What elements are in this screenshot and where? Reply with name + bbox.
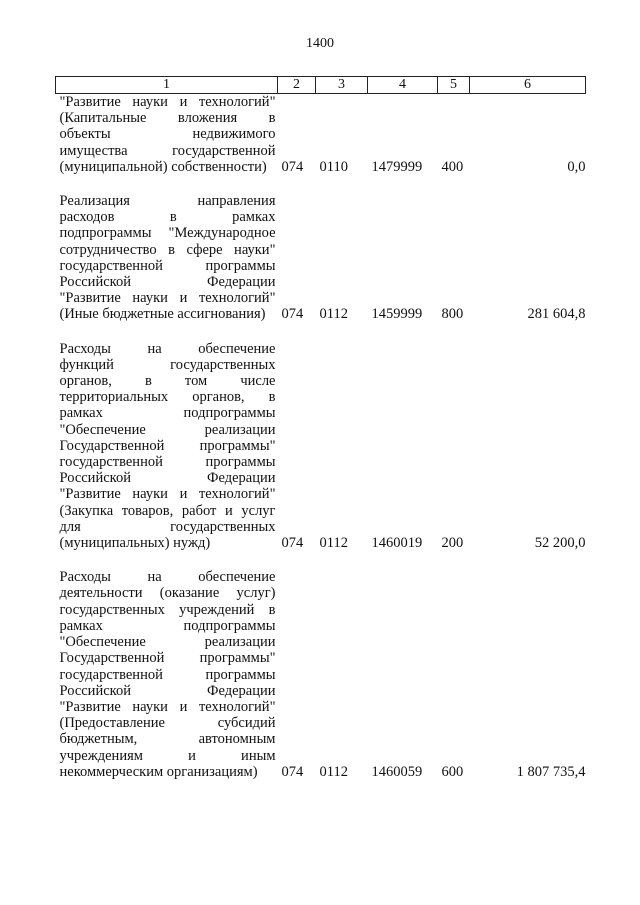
table-row [56, 94, 586, 176]
row-gr-code: 074 [281, 763, 304, 780]
description-line: некоммерческим организациям) [59, 763, 258, 780]
row-rz-code: 0112 [319, 535, 348, 552]
description-line: подпрограммы "Международное [59, 225, 276, 242]
description-line: территориальных органов, в [59, 389, 276, 406]
row-sum: 1 807 735,4 [516, 763, 586, 780]
description-line: учреждениям и иным [59, 747, 276, 764]
row-gr-code: 074 [281, 158, 304, 175]
description-line: Российской Федерации [59, 470, 276, 487]
row-rz-code: 0110 [319, 158, 348, 175]
page-number: 1400 [306, 36, 334, 51]
row-description [56, 569, 278, 780]
row-rz-code: 0112 [319, 306, 348, 323]
description-line: функций государственных [59, 356, 276, 373]
description-line: государственных учреждений в [59, 601, 276, 618]
description-line: расходов в рамках [59, 209, 276, 226]
header-col-3: 3 [316, 77, 368, 94]
row-vr-code: 400 [441, 158, 464, 175]
description-line: государственной программы [59, 666, 276, 683]
description-line: рамках подпрограммы [59, 405, 276, 422]
row-gr-code: 074 [281, 306, 304, 323]
row-csr-code: 1479999 [371, 158, 423, 175]
row-spacer [56, 551, 586, 569]
table-row [56, 193, 586, 323]
header-col-5: 5 [438, 77, 470, 94]
description-line: Российской Федерации [59, 274, 276, 291]
row-sum: 0,0 [567, 158, 586, 175]
description-line: (Закупка товаров, работ и услуг [59, 502, 276, 519]
description-line: Расходы на обеспечение [59, 569, 276, 586]
row-csr-code: 1460019 [371, 535, 423, 552]
row-description [56, 193, 278, 323]
description-line: имущества государственной [59, 142, 276, 159]
description-line: сотрудничество в сфере науки" [59, 241, 276, 258]
description-line: Российской Федерации [59, 682, 276, 699]
description-line: Реализация направления [59, 193, 276, 210]
budget-table [55, 76, 586, 780]
description-line: Государственной программы" [59, 650, 276, 667]
row-rz-code: 0112 [319, 763, 348, 780]
row-description [56, 341, 278, 552]
row-gr-code: 074 [281, 535, 304, 552]
row-description [56, 94, 278, 176]
description-line: (муниципальной) собственности) [59, 158, 267, 175]
description-line: "Развитие науки и технологий" [59, 290, 276, 307]
description-line: государственной программы [59, 454, 276, 471]
description-line: государственной программы [59, 257, 276, 274]
row-vr-code: 200 [441, 535, 464, 552]
description-line: (Капитальные вложения в [59, 110, 276, 127]
description-line: (Предоставление субсидий [59, 715, 276, 732]
description-line: органов, в том числе [59, 373, 276, 390]
header-col-2: 2 [278, 77, 316, 94]
description-line: бюджетным, автономным [59, 731, 276, 748]
row-vr-code: 800 [441, 306, 464, 323]
description-line: Государственной программы" [59, 437, 276, 454]
description-line: "Обеспечение реализации [59, 634, 276, 651]
description-line: "Развитие науки и технологий" [59, 486, 276, 503]
header-col-6: 6 [470, 77, 586, 94]
description-line: "Развитие науки и технологий" [59, 698, 276, 715]
description-line: рамках подпрограммы [59, 617, 276, 634]
table-row [56, 569, 586, 780]
description-line: деятельности (оказание услуг) [59, 585, 276, 602]
row-sum: 52 200,0 [534, 535, 586, 552]
header-col-4: 4 [368, 77, 438, 94]
row-sum: 281 604,8 [527, 306, 586, 323]
description-line: (Иные бюджетные ассигнования) [59, 306, 266, 323]
table-header-row [56, 77, 586, 94]
description-line: "Обеспечение реализации [59, 421, 276, 438]
description-line: объекты недвижимого [59, 126, 276, 143]
description-line: "Развитие науки и технологий" [59, 94, 276, 110]
row-spacer [56, 175, 586, 193]
description-line: Расходы на обеспечение [59, 340, 276, 357]
description-line: для государственных [59, 518, 276, 535]
description-line: (муниципальных) нужд) [59, 535, 211, 552]
row-vr-code: 600 [441, 763, 464, 780]
row-csr-code: 1459999 [371, 306, 423, 323]
table-row [56, 341, 586, 552]
row-spacer [56, 323, 586, 341]
row-csr-code: 1460059 [371, 763, 423, 780]
header-col-1: 1 [56, 77, 278, 94]
